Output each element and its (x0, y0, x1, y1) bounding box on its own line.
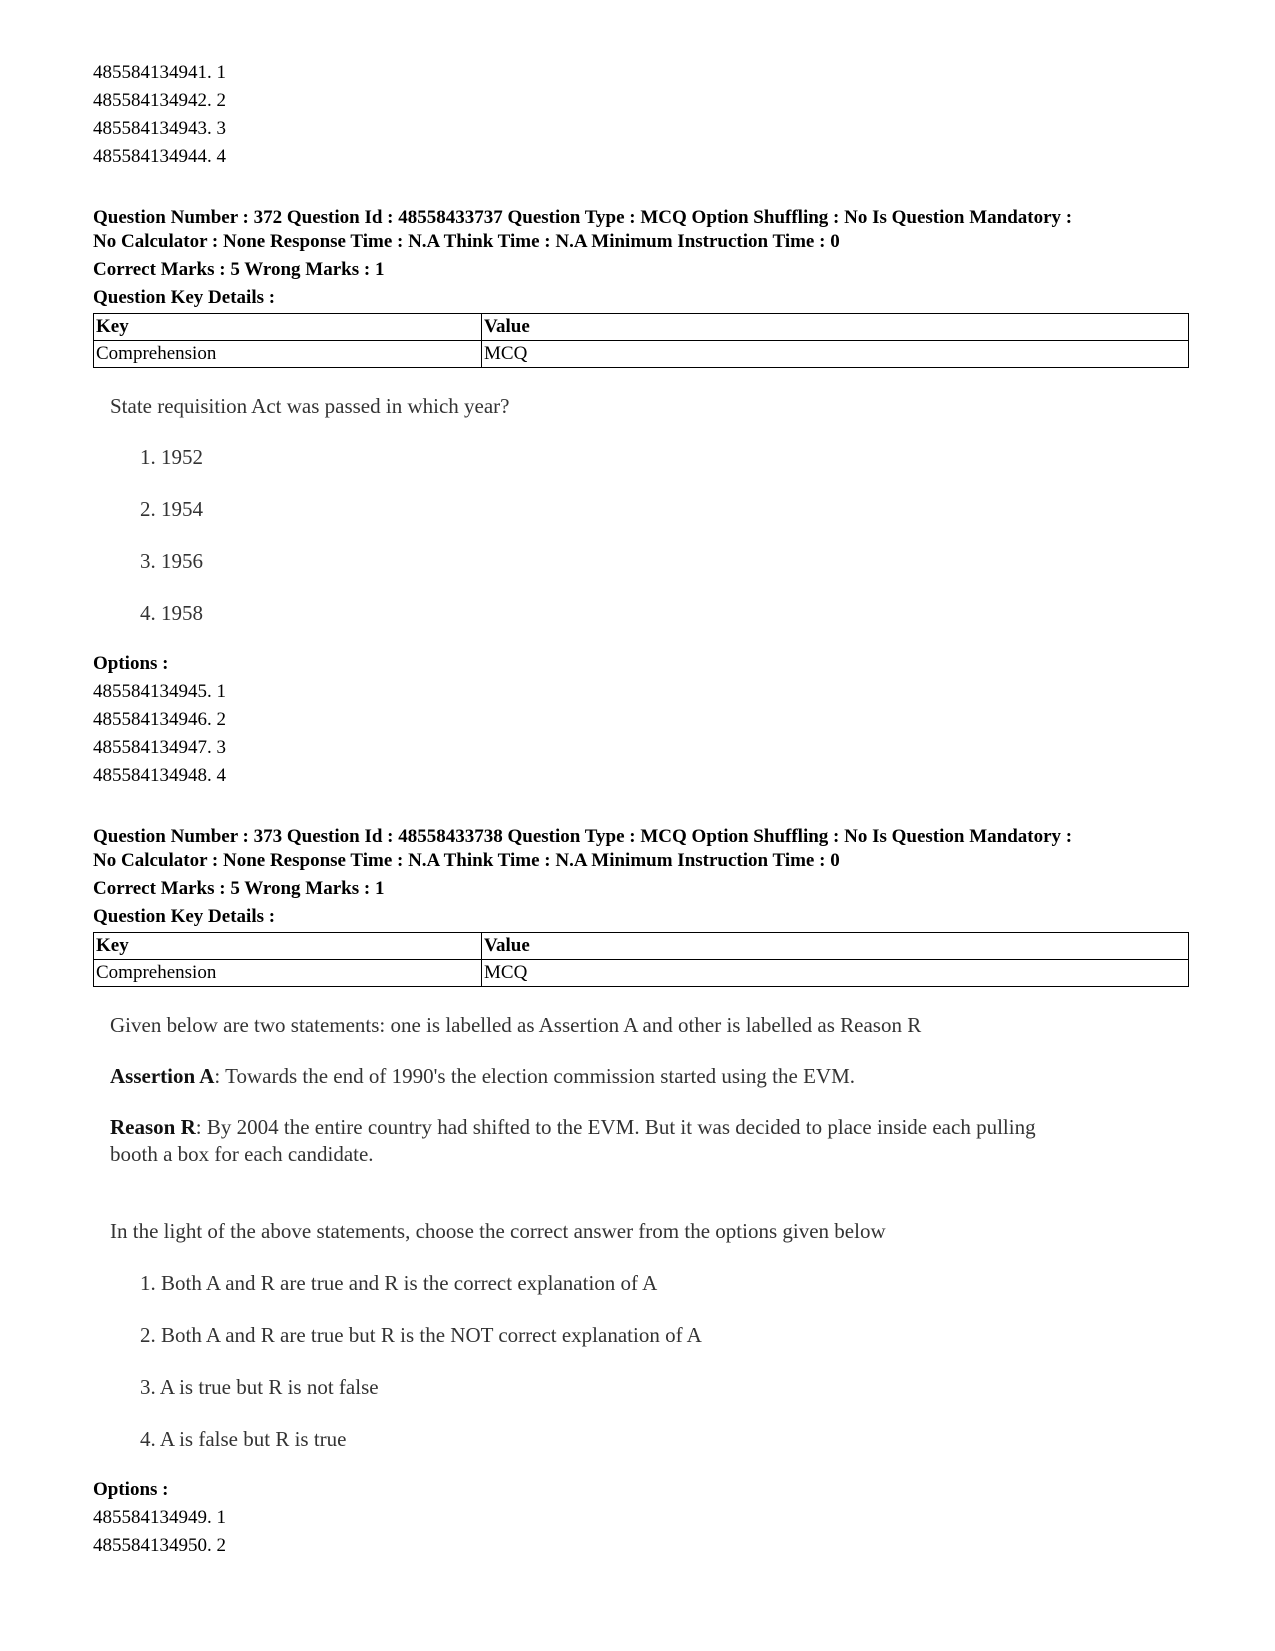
question-key-table (93, 932, 1189, 987)
marks-line: Correct Marks : 5 Wrong Marks : 1 (93, 878, 385, 899)
options-label: Options : (93, 653, 169, 674)
assertion-label: Assertion A (110, 1064, 215, 1088)
answer-choice: 2. 1954 (140, 497, 203, 521)
option-id-line: 485584134948. 4 (93, 765, 226, 786)
option-id-line: 485584134943. 3 (93, 118, 226, 139)
answer-choice: 1. Both A and R are true and R is the correct explanation of A (140, 1271, 658, 1295)
key-details-label: Question Key Details : (93, 287, 276, 308)
table-header-value: Value (482, 933, 1189, 960)
table-header-row (94, 314, 1189, 341)
answer-choice: 4. 1958 (140, 601, 203, 625)
table-header-value: Value (482, 314, 1189, 341)
question-intro: Given below are two statements: one is labelled as Assertion A and other is labelled as Reason R (110, 1013, 922, 1037)
table-header-key: Key (94, 314, 482, 341)
reason-label: Reason R (110, 1115, 196, 1139)
assertion-statement (110, 1063, 855, 1090)
table-header-key: Key (94, 933, 482, 960)
assertion-text: : Towards the end of 1990's the election commission started using the EVM. (214, 1064, 855, 1088)
question-header-line2: No Calculator : None Response Time : N.A Think Time : N.A Minimum Instruction Time : 0 (93, 850, 840, 871)
option-id-line: 485584134944. 4 (93, 146, 226, 167)
answer-choice: 4. A is false but R is true (140, 1427, 347, 1451)
option-id-line: 485584134949. 1 (93, 1507, 226, 1528)
key-details-label: Question Key Details : (93, 906, 276, 927)
reason-text: : By 2004 the entire country had shifted to the EVM. But it was decided to place inside each pulling (195, 1115, 1036, 1139)
table-header-row (94, 933, 1189, 960)
table-cell-value: MCQ (482, 341, 1189, 368)
table-cell-key: Comprehension (94, 960, 482, 987)
option-id-line: 485584134947. 3 (93, 737, 226, 758)
option-id-line: 485584134946. 2 (93, 709, 226, 730)
option-id-line: 485584134945. 1 (93, 681, 226, 702)
question-header-line1: Question Number : 372 Question Id : 48558433737 Question Type : MCQ Option Shuffling : No Is Question Mandatory : (93, 207, 1073, 228)
option-id-line: 485584134950. 2 (93, 1535, 226, 1556)
question-key-table (93, 313, 1189, 368)
answer-choice: 3. A is true but R is not false (140, 1375, 379, 1399)
table-row (94, 341, 1189, 368)
question-text: State requisition Act was passed in which year? (110, 394, 510, 418)
question-header-line1: Question Number : 373 Question Id : 48558433738 Question Type : MCQ Option Shuffling : No Is Question Mandatory : (93, 826, 1073, 847)
answer-choice: 2. Both A and R are true but R is the NOT correct explanation of A (140, 1323, 702, 1347)
answer-choice: 1. 1952 (140, 445, 203, 469)
reason-statement (110, 1114, 1036, 1141)
question-instruction: In the light of the above statements, choose the correct answer from the options given below (110, 1219, 886, 1243)
question-header-line2: No Calculator : None Response Time : N.A Think Time : N.A Minimum Instruction Time : 0 (93, 231, 840, 252)
options-label: Options : (93, 1479, 169, 1500)
reason-text-continued: booth a box for each candidate. (110, 1142, 374, 1166)
option-id-line: 485584134942. 2 (93, 90, 226, 111)
marks-line: Correct Marks : 5 Wrong Marks : 1 (93, 259, 385, 280)
answer-choice: 3. 1956 (140, 549, 203, 573)
option-id-line: 485584134941. 1 (93, 62, 226, 83)
table-cell-key: Comprehension (94, 341, 482, 368)
table-row (94, 960, 1189, 987)
table-cell-value: MCQ (482, 960, 1189, 987)
